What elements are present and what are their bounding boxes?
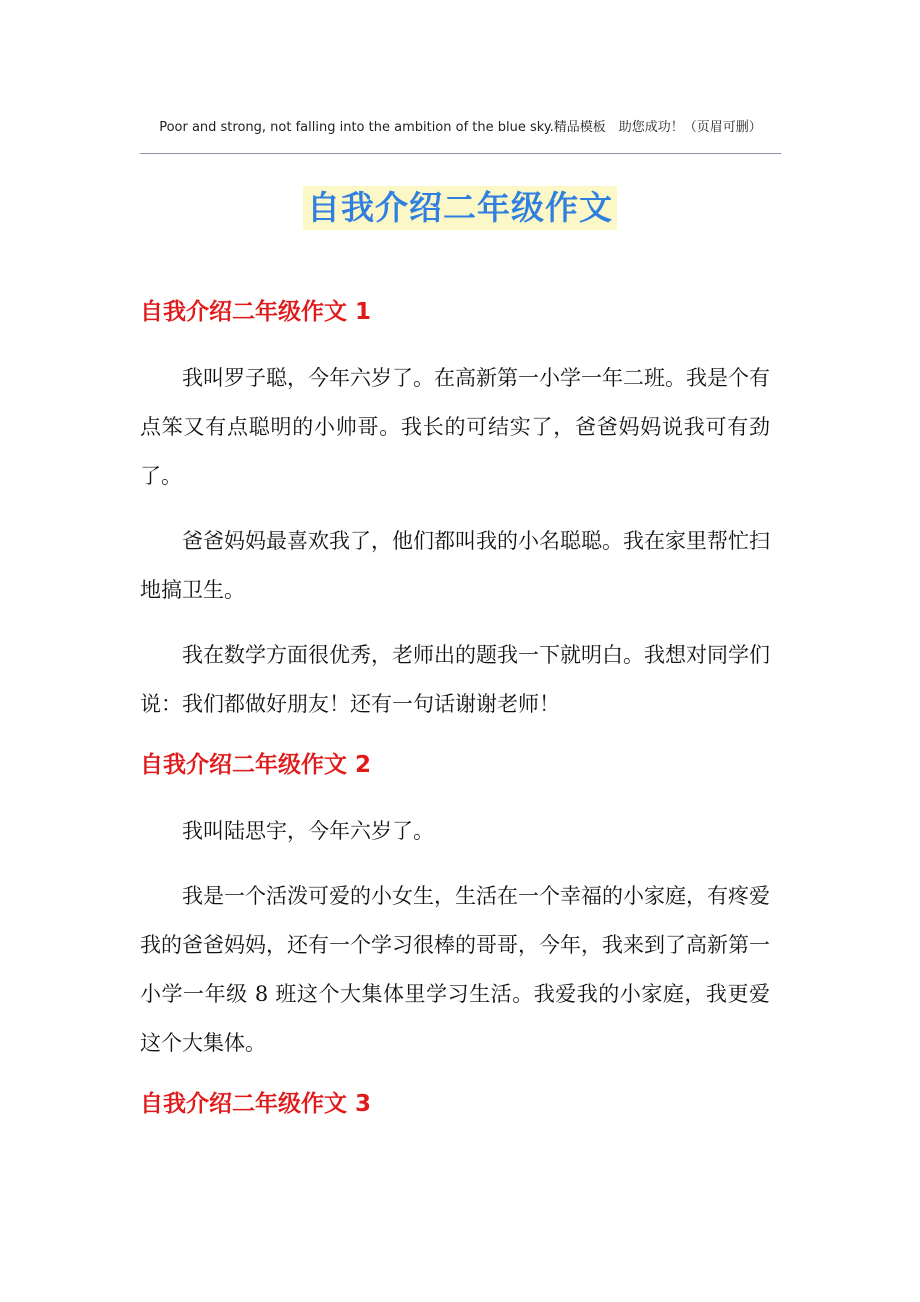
page-header: Poor and strong, not falling into the ambition of the blue sky.精品模板 助您成功！（页眉可删） xyxy=(159,120,762,135)
section-heading: 自我介绍二年级作文 1 xyxy=(140,299,372,325)
essay-section-3 xyxy=(140,1084,770,1124)
header-divider xyxy=(140,153,781,154)
paragraph: 我叫罗子聪，今年六岁了。在高新第一小学一年二班。我是个有点笨又有点聪明的小帅哥。我长的可结实了，爸爸妈妈说我可有劲了。 xyxy=(140,366,770,488)
document-title: 自我介绍二年级作文 xyxy=(303,186,617,230)
section-heading: 自我介绍二年级作文 2 xyxy=(140,752,372,778)
paragraph: 我是一个活泼可爱的小女生，生活在一个幸福的小家庭，有疼爱我的爸爸妈妈，还有一个学习很棒的哥哥，今年，我来到了高新第一小学一年级 8 班这个大集体里学习生活。我爱我的小家庭，我更爱这个大集体。 xyxy=(140,884,770,1055)
document-body xyxy=(140,292,770,1146)
paragraph: 我叫陆思宇，今年六岁了。 xyxy=(182,819,434,843)
paragraph: 爸爸妈妈最喜欢我了，他们都叫我的小名聪聪。我在家里帮忙扫地搞卫生。 xyxy=(140,529,770,602)
essay-section-2 xyxy=(140,745,770,1068)
section-heading: 自我介绍二年级作文 3 xyxy=(140,1091,372,1117)
essay-section-1 xyxy=(140,292,770,729)
paragraph: 我在数学方面很优秀，老师出的题我一下就明白。我想对同学们说：我们都做好朋友！还有一句话谢谢老师！ xyxy=(140,643,770,716)
title-container xyxy=(0,186,920,230)
